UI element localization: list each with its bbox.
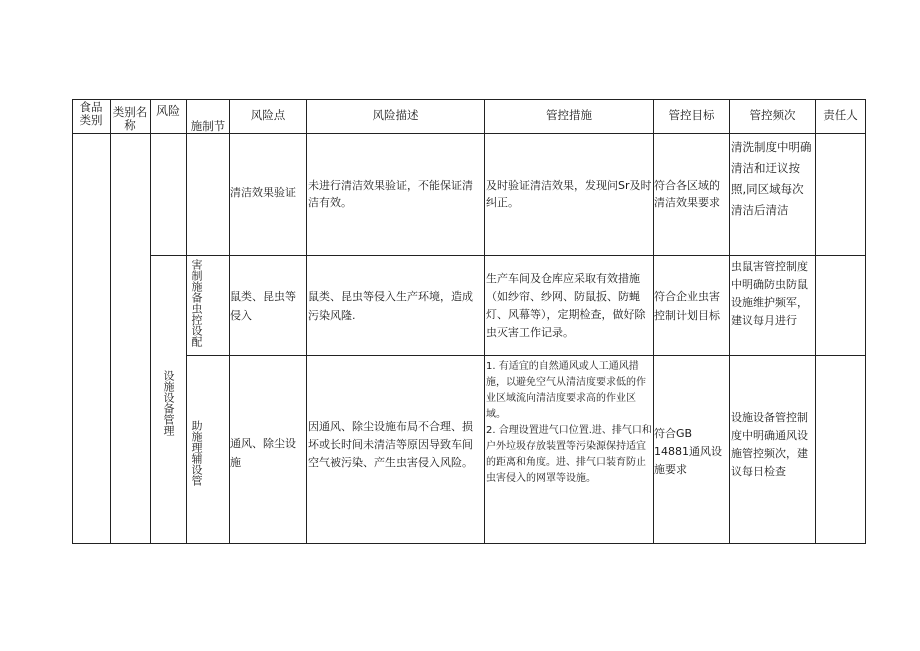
col-divider — [186, 99, 187, 544]
row3-control-target: 符合GB 14881通风设施要求 — [654, 427, 722, 476]
table-border-top — [72, 99, 866, 100]
row1-risk-point: 清洁效果验证 — [230, 186, 296, 199]
header-food-category: 食品类别 — [79, 101, 103, 127]
row1-control-target: 符合各区域的清洁效果要求 — [654, 179, 720, 209]
table-border-bottom — [72, 543, 866, 544]
header-owner: 责任人 — [823, 109, 858, 122]
row2-link: 害制施备虫控设配 — [190, 259, 203, 347]
row3-control-measures: 1. 有适宜的自然通风或人工通风措施，以避免空气从清洁度要求低的作业区域流向清洁度要求高的作业区域。 2. 合理设置进气口位置.进、排气口和户外垃圾存放装置等污染源保持适宜的距离和角度。进、排气口装育防止虫害侵入的网罩等设施。 — [486, 361, 652, 484]
row2-control-target: 符合企业虫害控制计划目标 — [654, 290, 720, 322]
row3-risk-description: 因通风、除尘设施布局不合理、损坏或长时间未清洁等原因导致车间空气被污染、产生虫害侵入风险。 — [308, 420, 473, 469]
row1-control-measures: 及时验证清洁效果，发现问Sr及时纠正。 — [486, 179, 652, 209]
header-control-target: 管控目标 — [668, 109, 715, 122]
header-control-frequency: 管控频次 — [749, 109, 796, 122]
header-risk: 风险 — [155, 104, 180, 118]
row3-control-frequency: 设施设备管控制度中明确通风设施管控频次，建议每日检查 — [731, 411, 808, 478]
table-border-left — [72, 99, 73, 544]
table-border-right — [865, 99, 866, 544]
header-link: 施制节 — [190, 120, 226, 133]
row2-risk-point: 鼠类、昆虫等侵入 — [230, 290, 296, 322]
row2-control-measures: 生产车间及仓库应采取有效措施（如纱帘、纱网、防鼠扳、防蝇灯、风幕等），定期检查，做好除虫灭害工作记录。 — [486, 272, 646, 339]
row2-control-frequency: 虫鼠害管控制度中明确防虫防鼠设施维护频军，建议每月进行 — [731, 260, 808, 327]
header-risk-point: 风险点 — [250, 109, 286, 122]
header-risk-description: 风险描述 — [372, 109, 419, 122]
group-label: 设施设备管理 — [162, 370, 175, 436]
row-divider — [150, 255, 866, 256]
header-category-name: 类别名称 — [112, 106, 148, 132]
row3-risk-point: 通风、除尘设施 — [230, 437, 296, 469]
col-divider — [484, 99, 485, 544]
col-divider — [815, 99, 816, 544]
row-divider — [186, 355, 866, 356]
header-control-measures: 管控措施 — [546, 109, 592, 122]
col-divider — [729, 99, 730, 544]
row2-risk-description: 鼠类、昆虫等侵入生产环境，造成污染风隆. — [308, 290, 473, 322]
col-divider — [150, 99, 151, 544]
row1-risk-description: 未进行清洁效果验证，不能保证清洁有效。 — [308, 179, 473, 209]
header-divider — [72, 133, 866, 134]
row3-link: 助施理辅设管 — [190, 420, 203, 486]
col-divider — [306, 99, 307, 544]
row1-control-frequency: 清洗制度中明确清洁和迂议按照,同区域每次清洁后清洁 — [731, 140, 812, 217]
col-divider — [110, 99, 111, 544]
